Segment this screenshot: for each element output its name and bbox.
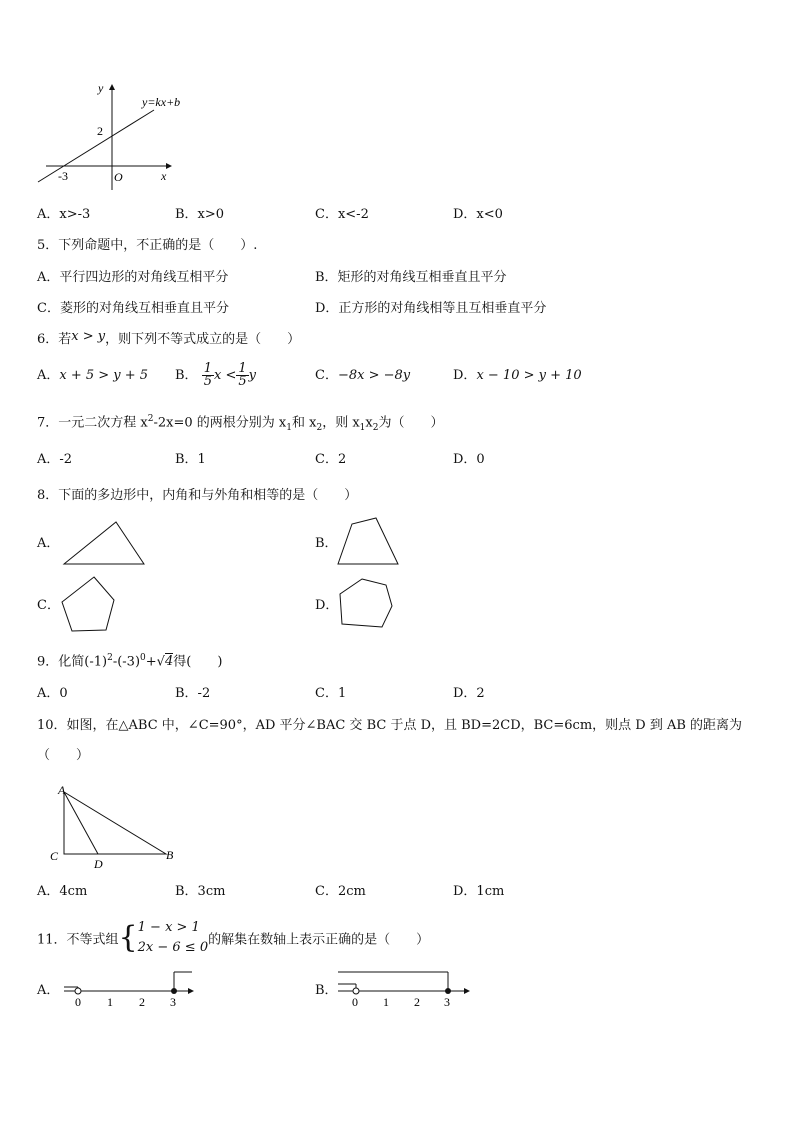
q11-option-a-number-line bbox=[58, 968, 198, 1010]
q10-option-d: D．1cm bbox=[453, 884, 505, 899]
q4-x-axis-label: x bbox=[161, 169, 167, 183]
q6-option-b: B． $\frac{1}{5}$ x < $\frac{1}{5}$ y bbox=[175, 361, 256, 389]
q4-linear-graph bbox=[34, 78, 204, 193]
q10-triangle-figure bbox=[44, 782, 184, 874]
q8-option-b-label: B． bbox=[315, 536, 338, 551]
q4-option-d: D．x<0 bbox=[453, 207, 503, 222]
q5-option-b: B．矩形的对角线互相垂直且平分 bbox=[315, 270, 507, 285]
q8-option-d-label: D． bbox=[315, 598, 339, 613]
q4-y-intercept-label: 2 bbox=[97, 124, 103, 138]
svg-text:3: 3 bbox=[170, 995, 176, 1009]
q11-option-b-label: B． bbox=[315, 983, 338, 998]
q11-inequality-1: 1 − x > 1 bbox=[137, 920, 200, 935]
q6-option-b-fraction-2: $\frac{1}{5}$ bbox=[238, 361, 247, 389]
q11-inequality-2: 2x − 6 ≤ 0 bbox=[137, 940, 209, 955]
q9-sqrt: √4 bbox=[156, 654, 174, 670]
q9-stem: 9．化简$(-1)^2-(-3)^0+√4$得( ) bbox=[37, 653, 223, 670]
q5-option-c: C．菱形的对角线互相垂直且平分 bbox=[37, 301, 229, 316]
q6-option-d: D．x − 10 > y + 10 bbox=[453, 368, 582, 383]
q5-option-a: A．平行四边形的对角线互相平分 bbox=[37, 270, 229, 285]
q7-option-b: B．1 bbox=[175, 452, 206, 467]
q10-label-c: C bbox=[50, 849, 59, 863]
q6-option-c: C．−8x > −8y bbox=[315, 368, 411, 383]
q6-condition: x > y bbox=[71, 329, 106, 344]
q10-option-c: C．2cm bbox=[315, 884, 366, 899]
q10-option-a: A．4cm bbox=[37, 884, 88, 899]
q6-option-b-fraction-1: $\frac{1}{5}$ bbox=[203, 361, 212, 389]
q4-origin-label: O bbox=[114, 170, 123, 184]
q11-option-a-label: A． bbox=[37, 983, 60, 998]
q10-label-a: A bbox=[58, 783, 66, 797]
q6-prefix: 6．若 bbox=[37, 332, 72, 347]
svg-text:0: 0 bbox=[75, 995, 81, 1009]
q6-option-c-expr: −8x > −8y bbox=[337, 368, 411, 383]
q8-option-c-label: C． bbox=[37, 598, 60, 613]
q10-option-b: B．3cm bbox=[175, 884, 226, 899]
q4-line-label: y=kx+b bbox=[142, 95, 181, 109]
q8-triangle-shape bbox=[60, 518, 150, 568]
q5-stem: 5．下列命题中，不正确的是（ ）. bbox=[37, 238, 258, 253]
q8-option-a-label: A． bbox=[37, 536, 60, 551]
svg-text:3: 3 bbox=[444, 995, 450, 1009]
q9-option-b: B．-2 bbox=[175, 686, 211, 701]
q8-pentagon-shape bbox=[58, 574, 120, 636]
q6-option-a: A．x + 5 > y + 5 bbox=[37, 368, 149, 383]
svg-text:2: 2 bbox=[414, 995, 420, 1009]
svg-text:0: 0 bbox=[352, 995, 358, 1009]
q4-option-b: B．x>0 bbox=[175, 207, 225, 222]
q4-y-axis-label: y bbox=[98, 81, 104, 95]
q9-option-d: D．2 bbox=[453, 686, 485, 701]
svg-text:1: 1 bbox=[107, 995, 113, 1009]
q7-option-d: D．0 bbox=[453, 452, 485, 467]
q10-stem: 10．如图，在△ABC 中，∠C=90°，AD 平分∠BAC 交 BC 于点 D，且 BD=2CD，BC=6cm，则点 D 到 AB 的距离为 bbox=[37, 718, 743, 733]
q7-option-c: C．2 bbox=[315, 452, 347, 467]
q9-option-a: A．0 bbox=[37, 686, 68, 701]
q8-hexagon-shape bbox=[336, 576, 398, 634]
svg-text:1: 1 bbox=[383, 995, 389, 1009]
q4-option-c: C．x<-2 bbox=[315, 207, 369, 222]
q10-label-d: D bbox=[94, 857, 103, 871]
q4-x-intercept-label: -3 bbox=[58, 169, 68, 183]
q6-stem bbox=[37, 330, 300, 350]
q11-option-b-number-line bbox=[334, 968, 474, 1010]
q8-quadrilateral-shape bbox=[334, 514, 404, 568]
q8-stem: 8．下面的多边形中，内角和与外角和相等的是（ ） bbox=[37, 488, 358, 503]
q7-stem: 7．一元二次方程 $x^2-2x=0$ 的两根分别为 $x_1$和 $x_2$，则 $x_1x_2$为（ ） bbox=[37, 414, 444, 433]
q4-option-a: A．x>-3 bbox=[37, 207, 91, 222]
q10-label-b: B bbox=[166, 848, 174, 862]
svg-text:2: 2 bbox=[139, 995, 145, 1009]
q6-option-d-expr: x − 10 > y + 10 bbox=[476, 368, 582, 383]
q6-option-a-expr: x + 5 > y + 5 bbox=[59, 368, 149, 383]
q9-option-c: C．1 bbox=[315, 686, 347, 701]
q7-option-a: A．-2 bbox=[37, 452, 73, 467]
q5-option-d: D．正方形的对角线相等且互相垂直平分 bbox=[315, 301, 547, 316]
q11-stem: 11．不等式组{ 1 − x > 1 2x − 6 ≤ 0 的解集在数轴上表示正确的是（ ） bbox=[37, 918, 429, 962]
q6-suffix: ，则下列不等式成立的是（ ） bbox=[105, 332, 301, 347]
q10-stem-brackets: （ ） bbox=[37, 748, 90, 763]
